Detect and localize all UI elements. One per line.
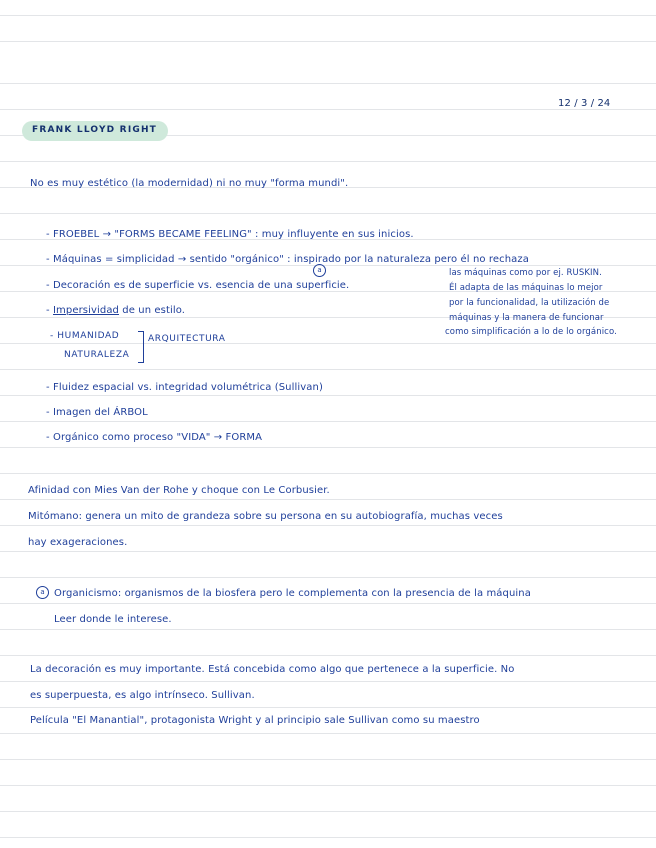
bullet-fluidez: - Fluidez espacial vs. integridad volumétrica (Sullivan) xyxy=(46,382,323,393)
bullet-maquinas: - Máquinas = simplicidad → sentido "orgánico" : inspirado por la naturaleza pero él no rechaza xyxy=(46,254,529,265)
circled-marker-a: a xyxy=(313,264,326,277)
paragraph-decoracion-2: es superpuesta, es algo intrínseco. Sullivan. xyxy=(30,690,255,701)
paragraph-mitomania-1: Mitómano: genera un mito de grandeza sobre su persona en su autobiografía, muchas veces xyxy=(28,511,503,522)
paragraph-mitomania-2: hay exageraciones. xyxy=(28,537,128,548)
intro-line: No es muy estético (la modernidad) ni no muy "forma mundi". xyxy=(30,178,349,189)
side-note-line-3: por la funcionalidad, la utilización de xyxy=(449,298,610,308)
bullet-impersividad: - Impersividad de un estilo. xyxy=(46,305,186,316)
impersividad-term: Impersividad xyxy=(53,305,120,316)
grouping-bracket xyxy=(138,331,144,363)
paragraph-afinidad: Afinidad con Mies Van der Rohe y choque con Le Corbusier. xyxy=(28,485,330,496)
circled-marker-a-2: a xyxy=(36,586,49,599)
bullet-organico: - Orgánico como proceso "VIDA" → FORMA xyxy=(46,432,263,443)
bullet-froebel: - FROEBEL → "FORMS BECAME FEELING" : muy influyente en sus inicios. xyxy=(46,229,414,240)
bullet-humanidad: - HUMANIDAD xyxy=(50,331,120,341)
bullet-imagen: - Imagen del ÁRBOL xyxy=(46,407,148,418)
side-note-line-4: máquinas y la manera de funcionar xyxy=(449,313,604,323)
note-date: 12 / 3 / 24 xyxy=(558,98,611,109)
paragraph-organicismo-2: Leer donde le interese. xyxy=(54,614,172,625)
paragraph-organicismo-1: Organicismo: organismos de la biosfera pero le complementa con la presencia de la máquina xyxy=(54,588,531,599)
paragraph-decoracion-1: La decoración es muy importante. Está concebida como algo que pertenece a la superficie. No xyxy=(30,664,515,675)
paragraph-pelicula: Película "El Manantial", protagonista Wright y al principio sale Sullivan como su maestro xyxy=(30,715,480,726)
label-naturaleza: NATURALEZA xyxy=(64,350,130,360)
side-note-line-1: las máquinas como por ej. RUSKIN. xyxy=(449,268,602,278)
page-title: FRANK LLOYD RIGHT xyxy=(32,125,158,135)
side-note-line-2: Él adapta de las máquinas lo mejor xyxy=(449,283,603,293)
impersividad-rest: de un estilo. xyxy=(122,305,186,316)
label-arquitectura: ARQUITECTURA xyxy=(148,334,226,344)
side-note-line-5: como simplificación a lo de lo orgánico. xyxy=(445,327,617,337)
bullet-decoracion: - Decoración es de superficie vs. esencia de una superficie. xyxy=(46,280,350,291)
